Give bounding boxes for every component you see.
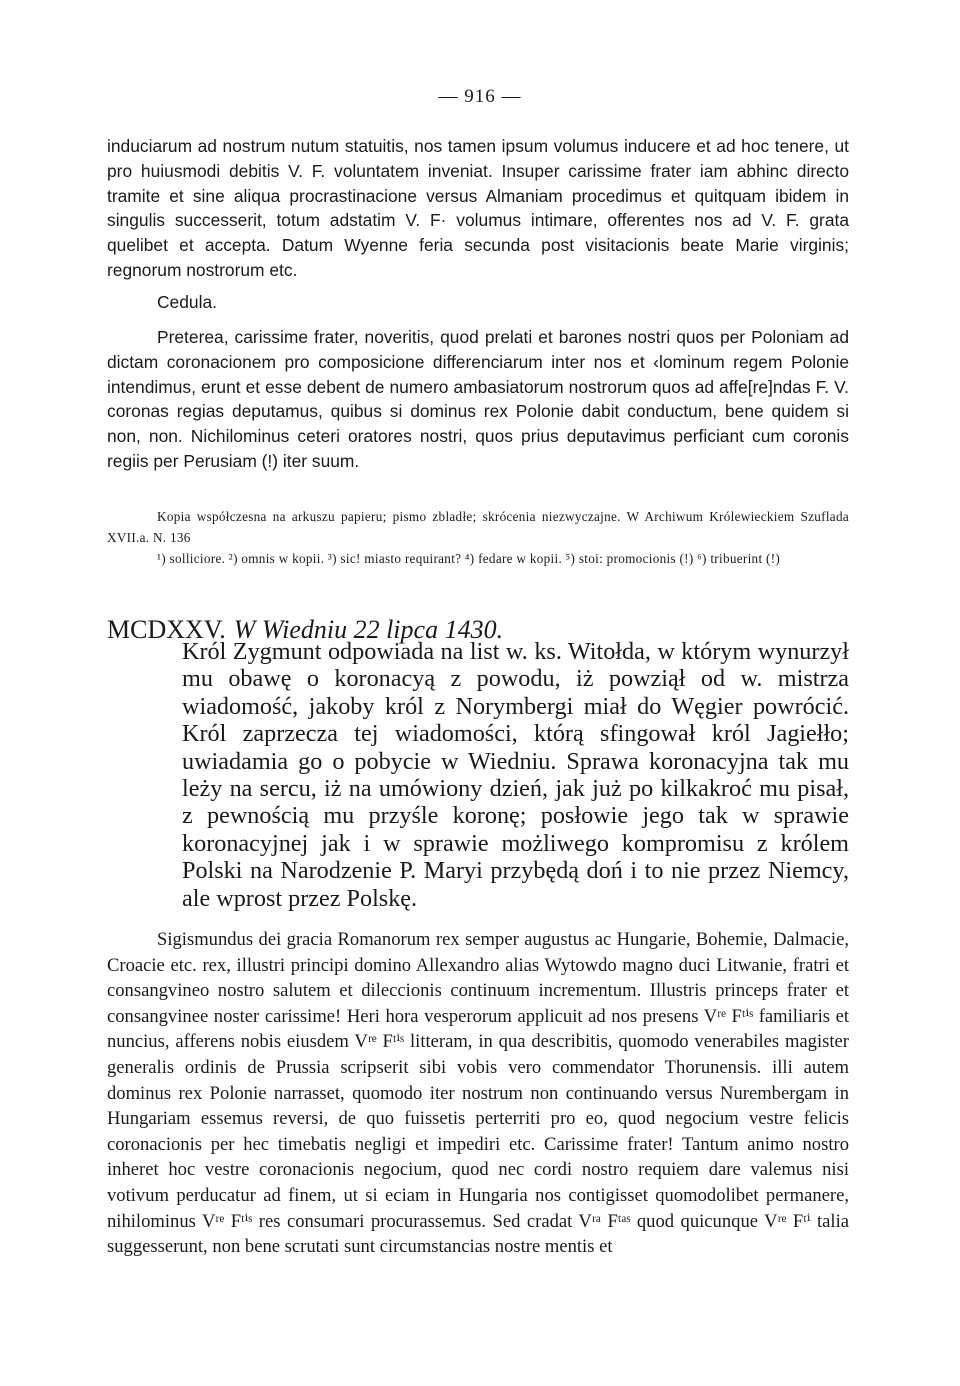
footnotes: ¹) solliciore. ²) omnis w kopii. ³) sic! miasto requirant? ⁴) fedare w kopii. ⁵) stoi: promocionis (!) ⁶) tribuerint (!) bbox=[157, 551, 781, 566]
document-text: Sigismundus dei gracia Romanorum rex semper augustus ac Hungarie, Bohemie, Dalmacie, Croacie etc. rex, illustri principi domino Allexandro alias Wytowdo magno duci Litwanie, fratri et consangvineo nostro salutem et dileccionis continuum incrementum. Illustris princeps frater et consangvinee noster carissime! Heri hora vesperorum applicuit ad nos presens Vʳᵉ Fᵗⁱˢ familiaris et nuncius, afferens nobis eiusdem Vʳᵉ Fᵗⁱˢ litteram, in qua describitis, quomodo venerabiles magister generalis ordinis de Prussia scripserit sibi vobis vero commendator Thorunensis. illi autem dominus rex Polonie narrasset, quomodo iter nostrum non continuando versus Nurembergam in Hungariam essemus reversi, de quo fuissetis perterriti pro eo, quod negocium vestre felicis coronacionis per hec timebatis negligi et impediri etc. Carissime frater! Tantum animo nostro inheret hoc vestre coronacionis negocium, quod nec cordi nostro requiem dare valemus nisi votivum perducatur ad finem, ut si eciam in Hungaria nos contigisset quomodolibet permanere, nihilominus Vʳᵉ Fᵗⁱˢ res consumari procurassemus. Sed cradat Vʳᵃ Fᵗᵃˢ quod quicunque Vʳᵉ Fᵗⁱ talia suggesserunt, non bene scrutati sunt circumstancias nostre mentis et bbox=[107, 929, 849, 1258]
continuation-paragraph: induciarum ad nostrum nutum statuitis, nos tamen ipsum volumus inducere et ad hoc tenere, ut pro huiusmodi debitis V. F. voluntatem inveniat. Insuper carissime frater iam abhinc directo tramite et sine aliqua procrastinacione versus Almaniam procedimus et quitquam ibidem in singulis successerit, totum adstatim V. F· volumus intimare, offerentes nos ad V. F. grata quelibet et accepta. Datum Wyenne feria secunda post visitacionis beate Marie virginis; regnorum nostrorum etc. bbox=[107, 136, 849, 280]
apparatus-notes bbox=[107, 506, 849, 569]
page-number: — 916 — bbox=[438, 86, 522, 107]
place-date: W Wiedniu 22 lipca 1430. bbox=[233, 615, 504, 644]
document-number: MCDXXV. bbox=[107, 615, 226, 644]
polish-summary: Król Zygmunt odpowiada na list w. ks. Witołda, w którym wynurzył mu obawę o koronacyą z powodu, iż powziął od w. mistrza wiadomość, jakoby król z Norymbergi miał do Węgier powrócić. Król zaprzecza tej wiadomości, którą sfingował król Jagiełło; uwiadamia go o pobycie w Wiedniu. Sprawa koronacyjna tak mu leży na sercu, iż na umówiony dzień, jak już po kilkakroć mu pisał, z pewnością mu przyśle koronę; posłowie jego tak w sprawie koronacyjnej jak i w sprawie możliwego kompromisu z królem Polski na Narodzenie P. Maryi przybędą doń i to nie przez Niemcy, ale wprost przez Polskę. bbox=[182, 638, 849, 912]
cedula-label: Cedula. bbox=[157, 292, 217, 312]
letter-continuation bbox=[107, 134, 849, 283]
cedula-paragraph: Preterea, carissime frater, noveritis, quod prelati et barones nostri quos per Poloniam ad dictam coronacionem pro composicione differenciarum inter nos et ‹lominum regem Polonie intendimus, erunt et esse debent de numero ambasiatorum nostrorum quos ad affe[re]ndas F. V. coronas regias deputamus, quibus si dominus rex Polonie dabit conductum, bene quidem si non, non. Nichilominus ceteri oratores nostri, quos prius deputavimus perficiant cum coronis regiis per Perusiam (!) iter suum. bbox=[107, 327, 849, 471]
source-note: Kopia współczesna na arkuszu papieru; pismo zbladłe; skrócenia niezwyczajne. W Archiwum Królewieckiem Szuflada XVII.a. N. 136 bbox=[107, 509, 849, 545]
cedula-section bbox=[107, 290, 849, 315]
cedula-body bbox=[107, 325, 849, 474]
